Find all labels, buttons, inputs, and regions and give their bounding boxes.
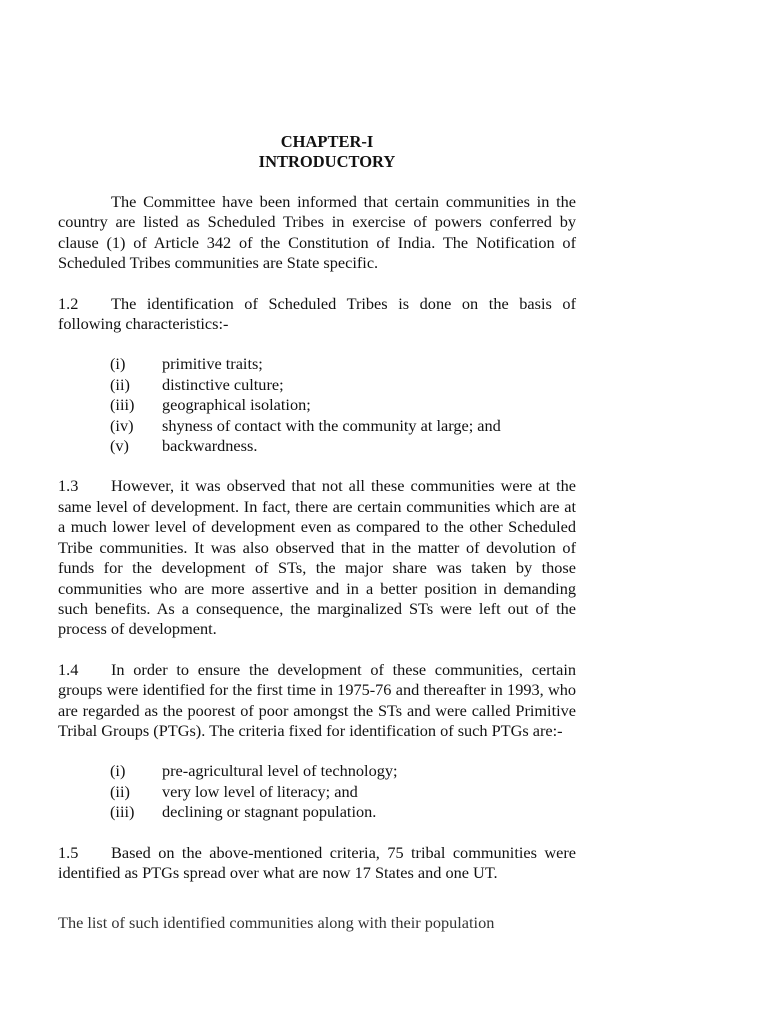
list-marker: (v): [110, 436, 129, 456]
list-item: [110, 375, 576, 395]
chapter-number: CHAPTER-I: [280, 132, 374, 151]
list-item: [110, 782, 576, 802]
list-item: [110, 761, 576, 781]
list-item: [110, 436, 576, 456]
list-item: [110, 354, 576, 374]
truncated-line: [58, 913, 576, 932]
list-item-text: very low level of literacy; and: [162, 781, 358, 801]
document-page: [58, 132, 576, 883]
paragraph-1-2: [58, 294, 576, 335]
list-marker: (i): [110, 354, 126, 374]
chapter-title: INTRODUCTORY: [258, 152, 396, 171]
truncated-line-text: The list of such identified communities along with their population: [58, 913, 495, 932]
intro-paragraph: The Committee have been informed that certain communities in the country are listed as Scheduled Tribes in exercise of powers conferred by clause (1) of Article 342 of the Constitution of India. The Notification of Scheduled Tribes communities are State specific.: [58, 192, 576, 273]
characteristics-list: [110, 354, 576, 456]
list-marker: (iii): [110, 802, 135, 822]
paragraph-number: 1.2: [58, 293, 79, 313]
paragraph-text: In order to ensure the development of these communities, certain groups were identified for the first time in 1975-76 and thereafter in 1993, who are regarded as the poorest of poor amongst the STs and were called Primitive Tribal Groups (PTGs). The criteria fixed for identification of such PTGs are:-: [58, 659, 576, 740]
list-marker: (iv): [110, 415, 134, 435]
list-item: [110, 416, 576, 436]
chapter-heading: [78, 132, 576, 172]
list-item-text: distinctive culture;: [162, 374, 284, 394]
paragraph-number: 1.4: [58, 659, 79, 679]
paragraph-text: The identification of Scheduled Tribes is done on the basis of following characteristics:-: [58, 293, 576, 334]
paragraph-1-4: [58, 660, 576, 742]
list-marker: (i): [110, 761, 126, 781]
paragraph-1-3: [58, 476, 576, 639]
list-item-text: declining or stagnant population.: [162, 802, 377, 822]
list-item: [110, 802, 576, 822]
list-item-text: primitive traits;: [162, 354, 263, 374]
list-item-text: geographical isolation;: [162, 395, 311, 415]
paragraph-number: 1.5: [58, 842, 79, 862]
paragraph-number: 1.3: [58, 476, 79, 496]
list-item-text: backwardness.: [162, 436, 258, 456]
list-marker: (ii): [110, 781, 130, 801]
list-marker: (iii): [110, 395, 135, 415]
list-item: [110, 395, 576, 415]
paragraph-1-5: [58, 843, 576, 884]
paragraph-text: However, it was observed that not all these communities were at the same level of development. In fact, there are certain communities which are at a much lower level of development even as compared to the other Scheduled Tribe communities. It was also observed that in the matter of devolution of funds for the development of STs, the major share was taken by those communities who are more assertive and in a better position in demanding such benefits. As a consequence, the marginalized STs were left out of the process of development.: [58, 476, 576, 639]
list-item-text: shyness of contact with the community at large; and: [162, 415, 501, 435]
list-item-text: pre-agricultural level of technology;: [162, 761, 398, 781]
ptg-criteria-list: [110, 761, 576, 822]
paragraph-text: Based on the above-mentioned criteria, 75 tribal communities were identified as PTGs spread over what are now 17 States and one UT.: [58, 842, 576, 882]
list-marker: (ii): [110, 374, 130, 394]
